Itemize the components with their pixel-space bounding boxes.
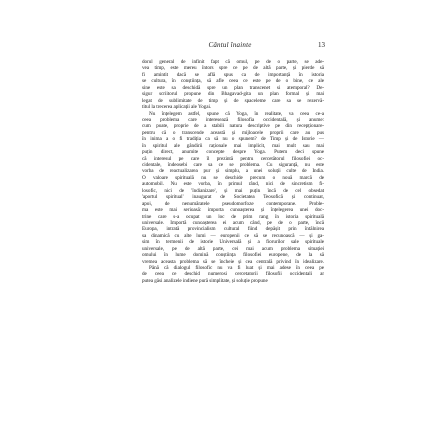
text-line: universale, pe de altă parte, cei mai acum problema situației bbox=[142, 245, 324, 252]
text-line: dorul general de infinit fapt că omul, pe de o parte, se ade- bbox=[142, 59, 324, 65]
text-line: Nu înțelegem astfel, spune că Yoga, în realitate, va ceea ce-a bbox=[149, 110, 324, 117]
text-line: omului în lume domină conștiința filosofiei europene, de la să bbox=[142, 252, 324, 259]
text-line: vremea aceasta problema să se încheie și cea centrală privind în idealizare. bbox=[142, 258, 324, 265]
text-line: sim în termenii de istorie Universală și a fiorurilor sale spirituale bbox=[142, 239, 324, 246]
running-head-title: Cântul înainte bbox=[208, 41, 252, 49]
text-line: legat de sublimitate de timp și de spaceleme care sa se rezervă- bbox=[142, 97, 324, 104]
text-line: titul la trecerea aplicații ale Yogai. bbox=[142, 104, 212, 111]
text-line: vorba de reactualizarea pur și simplu, a unei soluții culte de India. bbox=[142, 168, 324, 175]
text-line: apoi, de nenumăratele pseudomorfoze contemporane. Proble- bbox=[142, 200, 324, 207]
text-line: cidentale, îndeosebi care sa ce se problema. Cu siguranță, nu este bbox=[142, 162, 324, 168]
text-line: universale. Importă cunoașterea ei acum când, pe de o parte, încă bbox=[142, 219, 324, 226]
text-line: puțin direct, anumite concepte despre Yoga. Putem deci spune bbox=[142, 149, 324, 156]
text-line: sigur scriitorul propune din Bhagavad-gita un plan formal și mai bbox=[142, 91, 324, 98]
text-line: sa dinamică cu alte lumi — europenii ce să se recunoască — și ga- bbox=[142, 232, 324, 239]
text-line: sine este sa deschidă spre un plan transcenet si atemporal? De- bbox=[142, 84, 324, 91]
text-line: automobil. Nu este vorba, în primul rând, nici de sincretism fi- bbox=[142, 181, 324, 188]
text-line: fi amintit dacă se află spus ca de importanță în istoria bbox=[142, 71, 324, 78]
text-line: O valoare spirituală nu se deschide precum o nouă marcă de bbox=[142, 174, 324, 181]
text-line: trine care s-a ocupat un loc de prim rang în istoria spirituală bbox=[142, 213, 324, 220]
text-line: vea timp, este mereu întors spre ce pe de altă parte, și pierde să bbox=[142, 65, 324, 72]
text-line: pentru că o transcende această și mijloacele proprii care au pus bbox=[142, 129, 324, 136]
page-number: 13 bbox=[318, 41, 325, 49]
text-line: în spiritul ale gândirii raționale mai implicit, mai mult sau mai bbox=[142, 142, 324, 149]
text-line: ceea problema care interesează filosofia occidentală, și anume: bbox=[142, 116, 324, 123]
text-line: în inima a o fi tradiția ca să nu o spunem? de Timp și de Istorie — bbox=[142, 136, 324, 143]
text-line: losofic, nici de 'îndianizare', și mai puțin încă de cel obsedat bbox=[142, 187, 324, 194]
text-line: cum poate, proprie de a stabili natura descriptive pe din recepționare- bbox=[142, 123, 324, 130]
text-line: ma este mai serioasă: importa cunoașterea și înțelegerea unei doc- bbox=[142, 207, 324, 214]
body-text bbox=[142, 59, 324, 411]
text-line: 'aportul spiritual' inaugurat de Societatea Teosofică și continuat, bbox=[142, 194, 324, 201]
text-line: Europa, intrată provincialism cultural fiind depășit prin întâlnirea bbox=[142, 226, 324, 233]
text-line: că interesul pe care îl prezintă pentru cercetătorul filosofiei oc- bbox=[142, 155, 324, 162]
text-line: Până că dialogul filosofic nu va fi luat și mai adese în ceea pe bbox=[149, 265, 324, 271]
text-line: putea găsi analizele indiene pură simplitate, și soluție propune bbox=[142, 277, 268, 284]
text-line: se cultura, în conștiința, să afle ceea ce este pe de o bine, ce ale bbox=[142, 78, 324, 85]
text-line: de ceea ce deschid numerosi cercetatorii filosofii occidentali ar bbox=[142, 271, 324, 278]
